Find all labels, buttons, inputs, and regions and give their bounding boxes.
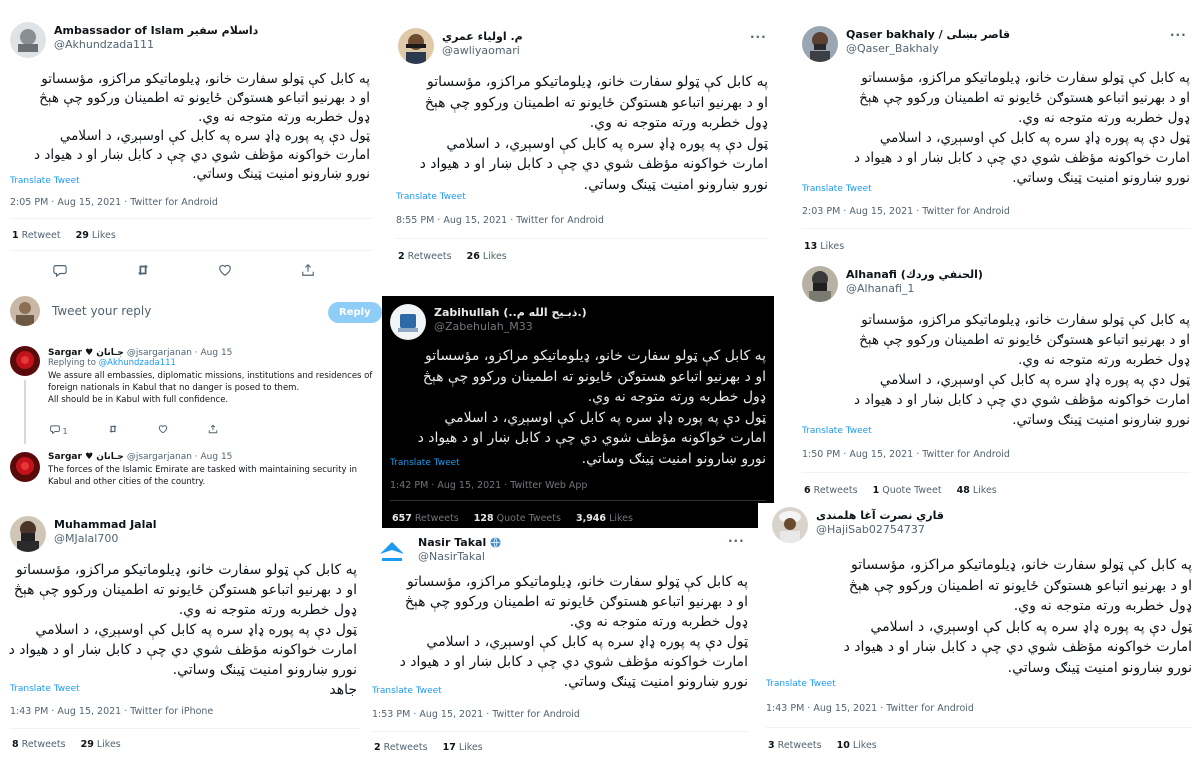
display-name[interactable]: Zabihullah (..ذبـيح الله م.) [434, 306, 587, 319]
translate-tweet-link[interactable]: Translate Tweet [766, 679, 836, 689]
reply-icon[interactable] [53, 262, 69, 278]
tweet-stats [12, 739, 133, 750]
avatar[interactable] [802, 26, 838, 62]
handle[interactable]: @NasirTakal [418, 550, 485, 563]
tweet-actions [20, 262, 350, 278]
translate-tweet-link[interactable]: Translate Tweet [372, 686, 442, 696]
tweet-header [374, 534, 501, 570]
tweet-text: په کابل کې ټولو سفارت خانو، ډیلوماتیکو مراکزو، مؤسساتو او د بهرنیو اتباعو هستوګن ځایونو ته اطمینان ورکوو چې هېڅ ډول خطربه ورته متوجه نه وي. ټول دې په پوره ډاډ سره په کابل کې اوسېږي، د اسلامي امارت خواکونه مؤظف شوي دي چې د کابل ښار او د هیواد د نورو ښارونو امنیت ټینګ وساتي. [419, 74, 768, 193]
tweet-header [10, 22, 258, 58]
retweet-icon[interactable] [136, 262, 152, 278]
translate-tweet-link[interactable]: Translate Tweet [802, 184, 872, 194]
tweet-panel-haji [758, 503, 1200, 759]
quote-tweet-count[interactable]: 1 Quote Tweet [872, 485, 942, 496]
tweet-stats [804, 241, 856, 252]
share-icon[interactable] [208, 424, 218, 436]
thread-line [24, 380, 26, 444]
tweet-header [398, 28, 523, 64]
tweet-text: په کابل کې ټولو سفارت خانو، ډیلوماتیکو مراکزو، مؤسساتو او د بهرنیو اتباعو هستوګن ځایونو ته اطمینان ورکوو چې هېڅ ډول خطربه ورته متوجه نه وي. ټول دې په پوره ډاډ سره په کابل کې اوسېږي، د اسلامي امارت خواکونه مؤظف شوي دي چې د کابل ښار او د هیواد د نورو ښارونو امنیت ټینګ وساتي. [854, 70, 1190, 186]
quote-tweet-count[interactable]: 128 Quote Tweets [473, 513, 561, 524]
tweet-text: په کابل کې ټولو سفارت خانو، ډیلوماتیکو مراکزو، مؤسساتو او د بهرنیو اتباعو هستوګن ځایونو ته اطمینان ورکوو چې هېڅ ډول خطربه ورته متوجه نه وي. ټول دې په پوره ډاډ سره په کابل کې اوسېږي، د اسلامي امارت خواکونه مؤظف شوي دي چې د کابل ښار او د هیواد د نورو ښارونو امنیت ټینګ وساتي. [843, 557, 1192, 676]
divider [766, 727, 1192, 728]
display-name[interactable]: Alhanafi (الحنفي وردك) [846, 268, 983, 281]
reply-input[interactable]: Tweet your reply [52, 304, 152, 318]
divider [10, 728, 360, 729]
retweet-count[interactable]: 8 Retweets [12, 739, 66, 750]
tweet-panel-zabihullah [382, 296, 774, 528]
tweet-text: په کابل کې ټولو سفارت خانو، ډیلوماتیکو مراکزو، مؤسساتو او د بهرنیو اتباعو هستوګن ځایونو ته اطمینان ورکوو چې هېڅ ډول خطربه ورته متوجه نه وي. ټول دې په پوره ډاډ سره په کابل کې اوسېږي، د اسلامي امارت خواکونه مؤظف شوي دي چې د کابل ښار او د هیواد د نورو ښارونو امنیت ټینګ وساتي. [854, 312, 1190, 428]
like-count[interactable]: 26 Likes [466, 251, 507, 262]
tweet-timestamp[interactable]: 1:50 PM · Aug 15, 2021 · Twitter for Android [802, 449, 1010, 460]
tweet-panel-ambassador [0, 10, 382, 290]
translate-tweet-link[interactable]: Translate Tweet [390, 458, 460, 468]
tweet-panel-awliya [388, 18, 780, 268]
my-avatar [10, 296, 40, 326]
display-name[interactable]: قاري نصرت آغا هلمندی [816, 509, 944, 522]
translate-tweet-link[interactable]: Translate Tweet [396, 192, 466, 202]
display-name[interactable]: Ambassador of Islam داسلام سفیر [54, 24, 259, 37]
more-options-icon[interactable]: ··· [750, 30, 767, 44]
like-count[interactable]: 3,946 Likes [575, 513, 633, 524]
avatar[interactable] [390, 304, 426, 340]
tweet-timestamp[interactable]: 1:42 PM · Aug 15, 2021 · Twitter Web App [390, 480, 588, 491]
tweet-panel-nasir [366, 528, 756, 759]
like-count[interactable]: 17 Likes [442, 742, 483, 753]
tweet-text: په کابل کې ټولو سفارت خانو، ډیلوماتیکو مراکزو، مؤسساتو او د بهرنیو اتباعو هستوګن ځایونو ته اطمینان ورکوو چې هېڅ ډول خطربه ورته متوجه نه وي. ټول دې په پوره ډاډ سره په کابل کې اوسېږي، د اسلامي امارت خواکونه مؤظف شوي دي چې د کابل ښار او د هیواد د نورو ښارونو امنیت ټینګ وساتي. [399, 574, 748, 690]
divider [372, 731, 748, 732]
globe-icon [490, 537, 501, 548]
tweet-text: په کابل کې ټولو سفارت خانو، ډیلوماتیکو مراکزو، مؤسساتو او د بهرنیو اتباعو هستوګن ځایونو ته اطمینان ورکوو چې هېڅ ډول خطربه ورته متوجه نه وي. ټول دې په پوره ډاډ سره په کابل کې اوسېږي، د اسلامي امارت خواکونه مؤظف شوي دي چې د کابل ښار او د هیواد د نورو ښارونو امنیت ټینګ وساتي. [34, 71, 370, 182]
tweet-timestamp[interactable]: 2:05 PM · Aug 15, 2021 · Twitter for Android [10, 197, 218, 208]
tweet-timestamp[interactable]: 1:53 PM · Aug 15, 2021 · Twitter for Android [372, 709, 580, 720]
retweet-count[interactable]: 657 Retweets [392, 513, 459, 524]
tweet-stats [12, 230, 128, 241]
more-options-icon[interactable]: ··· [1170, 28, 1187, 42]
retweet-count[interactable]: 3 Retweets [768, 740, 822, 751]
divider [802, 228, 1190, 229]
handle[interactable]: @Alhanafi_1 [846, 282, 915, 295]
tweet-text: په کابل کې ټولو سفارت خانو، ډیلوماتیکو مراکزو، مؤسساتو او د بهرنیو اتباعو هستوګن ځایونو ته اطمینان ورکوو چې هېڅ ډول خطربه ورته متوجه نه وي. ټول دې په پوره ډاډ سره په کابل کې اوسېږي، د اسلامي امارت خواکونه مؤظف شوي دي چې د کابل ښار او د هیواد د نورو ښارونو امنیت ټینګ وساتي. [8, 562, 357, 678]
tweet-timestamp[interactable]: 1:43 PM · Aug 15, 2021 · Twitter for Android [766, 703, 974, 714]
retweet-count[interactable]: 1 Retweet [12, 230, 61, 241]
like-count[interactable]: 29 Likes [80, 739, 121, 750]
reply-icon[interactable] [50, 424, 68, 436]
retweet-count[interactable]: 2 Retweets [374, 742, 428, 753]
tweet-stats [398, 251, 519, 262]
tweet-text-extra: جاهد [329, 682, 357, 698]
reply-actions [50, 424, 218, 436]
translate-tweet-link[interactable]: Translate Tweet [802, 426, 872, 436]
display-name[interactable]: م. اولياء عمري [442, 30, 523, 43]
avatar[interactable] [10, 516, 46, 552]
reply-item [0, 338, 382, 444]
tweet-text: په کابل کې ټولو سفارت خانو، ډیلوماتیکو مراکزو، مؤسساتو او د بهرنیو اتباعو هستوګن ځایونو ته اطمینان ورکوو چې هېڅ ډول خطربه ورته متوجه نه وي. ټول دې په پوره ډاډ سره په کابل کې اوسېږي، د اسلامي امارت خواکونه مؤظف شوي دي چې د کابل ښار او د هیواد د نورو ښارونو امنیت ټینګ وساتي. [417, 348, 766, 467]
retweet-count[interactable]: 2 Retweets [398, 251, 452, 262]
tweet-timestamp[interactable]: 1:43 PM · Aug 15, 2021 · Twitter for iPhone [10, 706, 214, 717]
tweet-header [802, 266, 983, 302]
divider [802, 472, 1190, 473]
retweet-icon[interactable] [108, 424, 118, 436]
like-count[interactable]: 13 Likes [804, 241, 845, 252]
like-count[interactable]: 10 Likes [836, 740, 877, 751]
divider [390, 500, 766, 501]
tweet-timestamp[interactable]: 8:55 PM · Aug 15, 2021 · Twitter for Android [396, 215, 604, 226]
handle[interactable]: @MJalal700 [54, 532, 119, 545]
reply-avatar[interactable] [10, 346, 40, 376]
tweet-panel-alhanafi [792, 262, 1200, 500]
divider [10, 250, 372, 251]
translate-tweet-link[interactable]: Translate Tweet [10, 684, 80, 694]
tweet-panel-qaser [792, 18, 1200, 258]
reply-count: 1 [62, 427, 68, 436]
more-options-icon[interactable]: ··· [728, 534, 745, 548]
divider [396, 238, 768, 239]
avatar[interactable] [772, 507, 808, 543]
reply-author[interactable]: Sargar ♥ جـانان @jsargarjanan · Aug 15 [48, 452, 233, 462]
reply-text: The forces of the Islamic Emirate are tasked with maintaining security in Kabul and other cities of the country. [48, 465, 357, 487]
handle[interactable]: @Zabehulah_M33 [434, 320, 533, 333]
tweet-header [390, 304, 587, 340]
tweet-header [10, 516, 157, 552]
share-icon[interactable] [301, 262, 317, 278]
reply-author[interactable]: Sargar ♥ جـانان @jsargarjanan · Aug 15 [48, 348, 233, 358]
handle[interactable]: @HajiSab02754737 [816, 523, 925, 536]
tweet-stats [804, 485, 1009, 496]
avatar[interactable] [10, 22, 46, 58]
tweet-panel-jalal [0, 510, 365, 759]
reply-composer [0, 292, 382, 334]
display-name[interactable]: Nasir Takal [418, 536, 501, 550]
tweet-stats [768, 740, 889, 751]
avatar[interactable] [802, 266, 838, 302]
avatar[interactable] [374, 534, 410, 570]
like-icon[interactable] [218, 262, 234, 278]
like-icon[interactable] [158, 424, 168, 436]
retweet-count[interactable]: 6 Retweets [804, 485, 858, 496]
reply-button[interactable]: Reply [328, 302, 382, 323]
tweet-stats [392, 513, 645, 524]
divider [10, 218, 372, 219]
reply-avatar[interactable] [10, 452, 40, 482]
handle[interactable]: @awliyaomari [442, 44, 520, 57]
tweet-timestamp[interactable]: 2:03 PM · Aug 15, 2021 · Twitter for Android [802, 206, 1010, 217]
handle[interactable]: @Qaser_Bakhaly [846, 42, 939, 55]
replying-to: Replying to @Akhundzada111 [48, 358, 176, 368]
reply-item [0, 446, 382, 506]
tweet-header [802, 26, 1010, 62]
avatar[interactable] [398, 28, 434, 64]
tweet-stats [374, 742, 495, 753]
translate-tweet-link[interactable]: Translate Tweet [10, 176, 80, 186]
reply-text: We assure all embassies, diplomatic missions, institutions and residences of foreign nationals in Kabul that no danger is posed to them. All should be in Kabul with full confidence. [48, 371, 373, 405]
like-count[interactable]: 29 Likes [75, 230, 116, 241]
display-name[interactable]: Qaser bakhaly / قاصر بښلی [846, 28, 1011, 41]
like-count[interactable]: 48 Likes [956, 485, 997, 496]
replying-to-link[interactable]: @Akhundzada111 [98, 358, 176, 368]
handle[interactable]: @Akhundzada111 [54, 38, 155, 51]
tweet-header [772, 507, 944, 543]
display-name[interactable]: Muhammad Jalal [54, 518, 157, 531]
